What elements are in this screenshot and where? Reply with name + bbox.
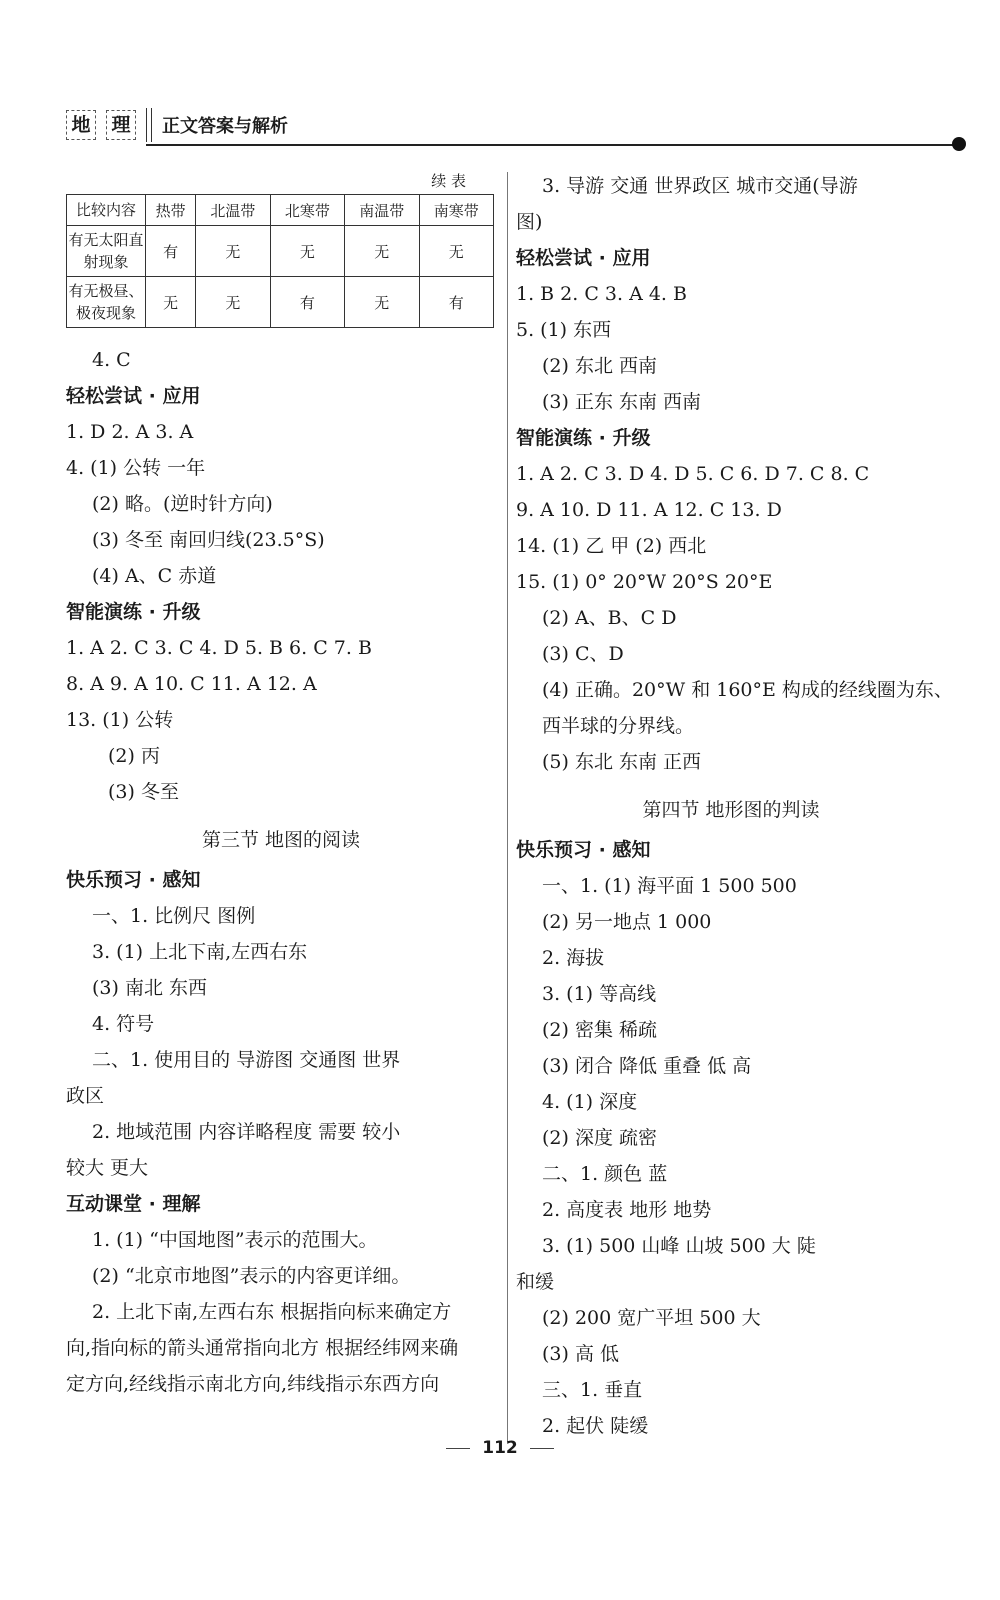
table-cell: 有 xyxy=(419,277,493,328)
table-cell: 无 xyxy=(345,226,419,277)
subject-char-1: 地 xyxy=(66,110,96,140)
answer-line: 2. 高度表 地形 地势 xyxy=(542,1199,712,1221)
answer-line: 较大 更大 xyxy=(66,1157,149,1179)
answer-line: (2) 另一地点 1 000 xyxy=(542,911,712,933)
footer-dash-left xyxy=(446,1448,470,1449)
section-heading: 轻松尝试 · 应用 xyxy=(66,385,201,407)
left-column-body xyxy=(66,342,496,1402)
table-header-cell: 比较内容 xyxy=(67,195,146,226)
answer-line: (3) 冬至 南回归线(23.5°S) xyxy=(92,529,325,551)
answer-line: (3) 冬至 xyxy=(108,781,179,803)
answer-line: (5) 东北 东南 正西 xyxy=(542,751,702,773)
answer-line: (2) 200 宽广平坦 500 大 xyxy=(542,1307,761,1329)
table-cell: 有 xyxy=(270,277,344,328)
answer-line: 1. D 2. A 3. A xyxy=(66,421,194,443)
answer-line: (3) 正东 东南 西南 xyxy=(542,391,702,413)
answer-line: 14. (1) 乙 甲 (2) 西北 xyxy=(516,535,707,557)
answer-line: 15. (1) 0° 20°W 20°S 20°E xyxy=(516,571,773,593)
chapter-heading: 第三节 地图的阅读 xyxy=(201,829,361,851)
right-column-body xyxy=(516,168,953,1444)
answer-line: (4) 正确。20°W 和 160°E 构成的经线圈为东、 xyxy=(542,679,953,701)
answer-line: 3. 导游 交通 世界政区 城市交通(导游 xyxy=(542,175,858,197)
answer-line: 4. 符号 xyxy=(92,1013,155,1035)
answer-line: 2. 起伏 陡缓 xyxy=(542,1415,649,1437)
answer-line: 3. (1) 等高线 xyxy=(542,983,657,1005)
answer-line: (3) 高 低 xyxy=(542,1343,619,1365)
answer-line: 4. (1) 深度 xyxy=(542,1091,638,1113)
answer-line: 政区 xyxy=(66,1085,105,1107)
answer-line: 1. B 2. C 3. A 4. B xyxy=(516,283,687,305)
page-header xyxy=(66,108,966,148)
answer-line: 4. C xyxy=(92,349,131,371)
section-heading: 快乐预习 · 感知 xyxy=(516,839,651,861)
answer-line: 3. (1) 上北下南,左西右东 xyxy=(92,941,308,963)
left-column xyxy=(66,168,496,1402)
column-divider xyxy=(507,172,508,1442)
table-row xyxy=(67,226,494,277)
section-heading: 轻松尝试 · 应用 xyxy=(516,247,651,269)
answer-line: (3) 南北 东西 xyxy=(92,977,207,999)
answer-line: 4. (1) 公转 一年 xyxy=(66,457,206,479)
answer-line: 5. (1) 东西 xyxy=(516,319,612,341)
answer-line: (2) “北京市地图”表示的内容更详细。 xyxy=(92,1265,411,1287)
table-header-cell: 南寒带 xyxy=(419,195,493,226)
answer-line: 定方向,经线指示南北方向,纬线指示东西方向 xyxy=(66,1373,440,1395)
footer-dash-right xyxy=(530,1448,554,1449)
answer-line: (2) 东北 西南 xyxy=(542,355,657,377)
answer-line: 西半球的分界线。 xyxy=(542,715,695,737)
table-cell: 无 xyxy=(270,226,344,277)
answer-line: (3) 闭合 降低 重叠 低 高 xyxy=(542,1055,752,1077)
table-header-cell: 南温带 xyxy=(345,195,419,226)
table-continued-label: 续 表 xyxy=(431,172,466,190)
header-dot xyxy=(952,137,966,151)
answer-line: (2) 丙 xyxy=(108,745,160,767)
answer-line: 8. A 9. A 10. C 11. A 12. A xyxy=(66,673,317,695)
table-cell: 有 xyxy=(146,226,196,277)
subject-char-2: 理 xyxy=(106,110,136,140)
answer-line: (2) 密集 稀疏 xyxy=(542,1019,657,1041)
table-cell: 无 xyxy=(196,277,270,328)
answer-line: (3) C、D xyxy=(542,643,624,665)
table-header-row xyxy=(67,195,494,226)
answer-line: 2. 海拔 xyxy=(542,947,605,969)
table-cell: 无 xyxy=(146,277,196,328)
answer-line: (4) A、C 赤道 xyxy=(92,565,217,587)
chapter-heading: 第四节 地形图的判读 xyxy=(642,799,820,821)
answer-line: 图) xyxy=(516,211,543,233)
answer-line: 二、1. 颜色 蓝 xyxy=(542,1163,668,1185)
table-header-cell: 北温带 xyxy=(196,195,270,226)
table-header-cell: 北寒带 xyxy=(270,195,344,226)
answer-line: 一、1. (1) 海平面 1 500 500 xyxy=(542,875,797,897)
header-separator xyxy=(146,108,152,142)
answer-line: (2) A、B、C D xyxy=(542,607,677,629)
answer-line: 2. 地域范围 内容详略程度 需要 较小 xyxy=(92,1121,401,1143)
answer-line: 1. (1) “中国地图”表示的范围大。 xyxy=(92,1229,378,1251)
section-heading: 快乐预习 · 感知 xyxy=(66,869,201,891)
header-rule xyxy=(146,144,954,146)
answer-line: 三、1. 垂直 xyxy=(542,1379,643,1401)
header-title: 正文答案与解析 xyxy=(162,116,288,137)
section-heading: 互动课堂 · 理解 xyxy=(66,1193,201,1215)
page-number-footer xyxy=(0,1438,1000,1458)
answer-line: (2) 略。(逆时针方向) xyxy=(92,493,273,515)
section-heading: 智能演练 · 升级 xyxy=(516,427,651,449)
table-row xyxy=(67,277,494,328)
section-heading: 智能演练 · 升级 xyxy=(66,601,201,623)
answer-line: 1. A 2. C 3. C 4. D 5. B 6. C 7. B xyxy=(66,637,372,659)
answer-line: 一、1. 比例尺 图例 xyxy=(92,905,256,927)
answer-line: 2. 上北下南,左西右东 根据指向标来确定方 xyxy=(92,1301,452,1323)
answer-line: 9. A 10. D 11. A 12. C 13. D xyxy=(516,499,782,521)
table-row-label: 有无太阳直射现象 xyxy=(67,226,146,277)
table-row-label: 有无极昼、极夜现象 xyxy=(67,277,146,328)
right-column xyxy=(516,168,953,1444)
page-number: 112 xyxy=(482,1438,518,1458)
table-header-cell: 热带 xyxy=(146,195,196,226)
answer-line: 13. (1) 公转 xyxy=(66,709,174,731)
answer-line: 1. A 2. C 3. D 4. D 5. C 6. D 7. C 8. C xyxy=(516,463,870,485)
answer-line: 二、1. 使用目的 导游图 交通图 世界 xyxy=(92,1049,401,1071)
answer-line: 向,指向标的箭头通常指向北方 根据经纬网来确 xyxy=(66,1337,459,1359)
table-cell: 无 xyxy=(196,226,270,277)
answer-line: 3. (1) 500 山峰 山坡 500 大 陡 xyxy=(542,1235,816,1257)
zone-comparison-table xyxy=(66,194,494,328)
answer-line: 和缓 xyxy=(516,1271,555,1293)
table-cell: 无 xyxy=(419,226,493,277)
answer-line: (2) 深度 疏密 xyxy=(542,1127,657,1149)
table-cell: 无 xyxy=(345,277,419,328)
